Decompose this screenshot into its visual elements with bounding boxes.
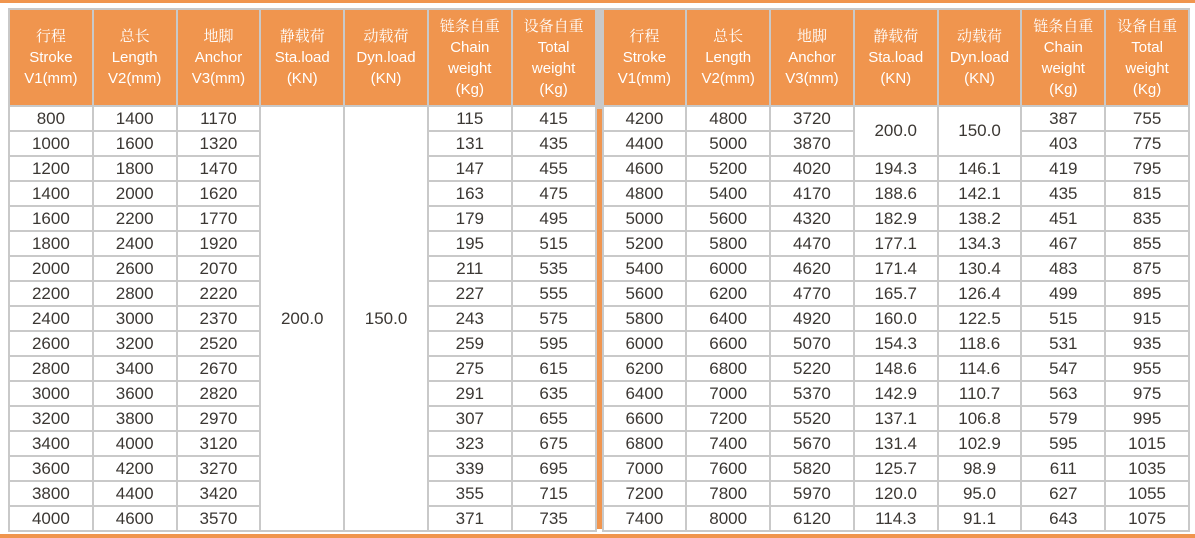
- table-cell: 1000: [9, 131, 93, 156]
- table-wrap: [8, 8, 1190, 529]
- table-cell: 5370: [770, 381, 854, 406]
- table-cell: 195: [428, 231, 512, 256]
- table-cell: 3570: [177, 506, 261, 531]
- table-cell: 227: [428, 281, 512, 306]
- table-cell: 975: [1105, 381, 1189, 406]
- table-row: [603, 206, 1190, 231]
- table-cell: 4920: [770, 306, 854, 331]
- column-header-line: Stroke: [29, 49, 73, 66]
- table-cell: 935: [1105, 331, 1189, 356]
- table-cell: 188.6: [854, 181, 938, 206]
- table-cell: 499: [1021, 281, 1105, 306]
- table-row: [603, 431, 1190, 456]
- table-cell: 5600: [603, 281, 687, 306]
- table-cell: 2600: [93, 256, 177, 281]
- table-cell: 131: [428, 131, 512, 156]
- table-cell: 3200: [9, 406, 93, 431]
- table-cell: 148.6: [854, 356, 938, 381]
- table-cell: 194.3: [854, 156, 938, 181]
- table-cell: 4020: [770, 156, 854, 181]
- table-cell: 595: [1021, 431, 1105, 456]
- table-cell: 6000: [603, 331, 687, 356]
- table-cell: 875: [1105, 256, 1189, 281]
- table-cell: 2370: [177, 306, 261, 331]
- table-cell: 6000: [686, 256, 770, 281]
- table-cell: 355: [428, 481, 512, 506]
- table-cell: 611: [1021, 456, 1105, 481]
- table-row: [603, 381, 1190, 406]
- column-header-line: V2(mm): [701, 70, 755, 87]
- table-cell: 1600: [93, 131, 177, 156]
- table-cell: 515: [1021, 306, 1105, 331]
- column-header-line: (Kg): [1132, 80, 1162, 98]
- column-header-line: 地脚: [796, 28, 827, 45]
- table-cell: 419: [1021, 156, 1105, 181]
- table-cell: 483: [1021, 256, 1105, 281]
- table-cell: 5000: [603, 206, 687, 231]
- table-cell: 120.0: [854, 481, 938, 506]
- table-cell: 5070: [770, 331, 854, 356]
- table-cell: 1800: [93, 156, 177, 181]
- table-cell: 2820: [177, 381, 261, 406]
- table-cell: 955: [1105, 356, 1189, 381]
- table-cell: 2970: [177, 406, 261, 431]
- table-cell: 243: [428, 306, 512, 331]
- table-cell: 435: [1021, 181, 1105, 206]
- merged-table-cell: 150.0: [344, 106, 428, 531]
- column-header-line: Anchor: [194, 49, 243, 66]
- table-cell: 915: [1105, 306, 1189, 331]
- table-row: [603, 356, 1190, 381]
- table-cell: 715: [512, 481, 596, 506]
- column-header-line: Dyn.load: [949, 49, 1010, 66]
- table-cell: 815: [1105, 181, 1189, 206]
- table-cell: 4400: [603, 131, 687, 156]
- table-cell: 134.3: [938, 231, 1022, 256]
- column-header-line: (Kg): [539, 80, 568, 98]
- table-cell: 795: [1105, 156, 1189, 181]
- table-cell: 615: [512, 356, 596, 381]
- table-cell: 2800: [9, 356, 93, 381]
- table-cell: 4770: [770, 281, 854, 306]
- table-cell: 555: [512, 281, 596, 306]
- column-header: [938, 9, 1022, 106]
- table-cell: 4200: [603, 106, 687, 131]
- table-cell: 995: [1105, 406, 1189, 431]
- table-cell: 579: [1021, 406, 1105, 431]
- table-cell: 3870: [770, 131, 854, 156]
- column-header-line: Dyn.load: [356, 49, 416, 66]
- table-cell: 531: [1021, 331, 1105, 356]
- table-cell: 515: [512, 231, 596, 256]
- column-header-line: Chain: [450, 38, 490, 56]
- table-row: [603, 506, 1190, 531]
- table-cell: 627: [1021, 481, 1105, 506]
- column-header-line: 链条自重: [439, 17, 500, 35]
- table-cell: 2200: [93, 206, 177, 231]
- table-cell: 211: [428, 256, 512, 281]
- table-cell: 115: [428, 106, 512, 131]
- table-cell: 4000: [93, 431, 177, 456]
- top-border-line: [0, 0, 1195, 3]
- table-cell: 1620: [177, 181, 261, 206]
- table-cell: 4600: [603, 156, 687, 181]
- table-cell: 5970: [770, 481, 854, 506]
- table-cell: 1170: [177, 106, 261, 131]
- table-cell: 91.1: [938, 506, 1022, 531]
- column-header-line: (KN): [964, 70, 995, 87]
- table-cell: 655: [512, 406, 596, 431]
- table-cell: 7600: [686, 456, 770, 481]
- table-cell: 775: [1105, 131, 1189, 156]
- table-cell: 4170: [770, 181, 854, 206]
- table-cell: 137.1: [854, 406, 938, 431]
- table-cell: 835: [1105, 206, 1189, 231]
- table-cell: 171.4: [854, 256, 938, 281]
- column-header-line: Sta.load: [868, 49, 924, 66]
- table-cell: 3400: [93, 356, 177, 381]
- table-cell: 130.4: [938, 256, 1022, 281]
- table-cell: 4470: [770, 231, 854, 256]
- table-cell: 1400: [93, 106, 177, 131]
- table-cell: 2520: [177, 331, 261, 356]
- column-header: [1105, 9, 1189, 106]
- column-header-line: Chain: [1043, 38, 1083, 56]
- table-cell: 8000: [686, 506, 770, 531]
- table-cell: 1200: [9, 156, 93, 181]
- column-header-line: Anchor: [788, 49, 836, 66]
- merged-table-cell: 150.0: [938, 106, 1022, 156]
- column-header: [177, 9, 261, 106]
- table-cell: 5400: [686, 181, 770, 206]
- table-cell: 2070: [177, 256, 261, 281]
- table-cell: 387: [1021, 106, 1105, 131]
- column-header-line: Sta.load: [274, 49, 330, 66]
- table-cell: 131.4: [854, 431, 938, 456]
- table-cell: 6120: [770, 506, 854, 531]
- table-cell: 5400: [603, 256, 687, 281]
- table-cell: 5000: [686, 131, 770, 156]
- table-cell: 467: [1021, 231, 1105, 256]
- table-cell: 635: [512, 381, 596, 406]
- table-cell: 6800: [603, 431, 687, 456]
- table-cell: 2220: [177, 281, 261, 306]
- table-row: [9, 106, 596, 131]
- table-cell: 7200: [686, 406, 770, 431]
- table-cell: 7800: [686, 481, 770, 506]
- spec-table-left: [8, 8, 597, 532]
- table-cell: 5670: [770, 431, 854, 456]
- table-cell: 5600: [686, 206, 770, 231]
- table-cell: 4320: [770, 206, 854, 231]
- table-cell: 595: [512, 331, 596, 356]
- column-header-line: (Kg): [455, 80, 484, 98]
- table-cell: 259: [428, 331, 512, 356]
- table-cell: 5820: [770, 456, 854, 481]
- table-cell: 547: [1021, 356, 1105, 381]
- table-cell: 3000: [9, 381, 93, 406]
- table-cell: 98.9: [938, 456, 1022, 481]
- spec-table-right: [602, 8, 1191, 532]
- table-cell: 5800: [603, 306, 687, 331]
- table-cell: 3400: [9, 431, 93, 456]
- table-cell: 1015: [1105, 431, 1189, 456]
- table-cell: 563: [1021, 381, 1105, 406]
- column-header-line: 总长: [119, 28, 150, 45]
- table-cell: 371: [428, 506, 512, 531]
- table-cell: 3420: [177, 481, 261, 506]
- table-cell: 575: [512, 306, 596, 331]
- column-header: [344, 9, 428, 106]
- table-cell: 3200: [93, 331, 177, 356]
- table-cell: 125.7: [854, 456, 938, 481]
- column-header-line: 静载荷: [873, 28, 919, 45]
- table-cell: 1400: [9, 181, 93, 206]
- table-cell: 675: [512, 431, 596, 456]
- table-cell: 5200: [686, 156, 770, 181]
- column-header-line: (KN): [370, 70, 402, 87]
- table-cell: 7000: [686, 381, 770, 406]
- column-header-line: weight: [448, 59, 492, 77]
- column-header-line: Total: [1131, 38, 1163, 56]
- table-cell: 6600: [603, 406, 687, 431]
- table-row: [603, 231, 1190, 256]
- table-cell: 2670: [177, 356, 261, 381]
- column-header-line: 设备自重: [1117, 17, 1178, 35]
- table-cell: 114.6: [938, 356, 1022, 381]
- table-cell: 6600: [686, 331, 770, 356]
- table-row: [603, 406, 1190, 431]
- table-cell: 307: [428, 406, 512, 431]
- column-header-line: weight: [1125, 59, 1169, 77]
- column-header: [93, 9, 177, 106]
- column-header: [512, 9, 596, 106]
- table-cell: 5520: [770, 406, 854, 431]
- table-cell: 2800: [93, 281, 177, 306]
- table-cell: 154.3: [854, 331, 938, 356]
- table-cell: 182.9: [854, 206, 938, 231]
- column-header-line: V1(mm): [617, 70, 672, 87]
- table-row: [603, 156, 1190, 181]
- table-cell: 5200: [603, 231, 687, 256]
- table-cell: 855: [1105, 231, 1189, 256]
- column-header-line: V3(mm): [785, 70, 839, 87]
- table-cell: 2200: [9, 281, 93, 306]
- column-header: [770, 9, 854, 106]
- table-cell: 126.4: [938, 281, 1022, 306]
- column-header-line: 行程: [35, 28, 66, 45]
- table-cell: 114.3: [854, 506, 938, 531]
- table-cell: 291: [428, 381, 512, 406]
- table-row: [603, 481, 1190, 506]
- column-header-line: Total: [537, 38, 570, 56]
- table-cell: 3600: [93, 381, 177, 406]
- table-cell: 495: [512, 206, 596, 231]
- bottom-border-line: [0, 534, 1195, 538]
- table-cell: 755: [1105, 106, 1189, 131]
- table-cell: 2000: [93, 181, 177, 206]
- table-cell: 2600: [9, 331, 93, 356]
- table-cell: 275: [428, 356, 512, 381]
- table-cell: 3800: [93, 406, 177, 431]
- column-header-line: (KN): [286, 70, 318, 87]
- column-header-line: 总长: [713, 28, 744, 45]
- table-cell: 435: [512, 131, 596, 156]
- column-header-line: 链条自重: [1033, 17, 1094, 35]
- column-header: [260, 9, 344, 106]
- table-cell: 5800: [686, 231, 770, 256]
- table-cell: 1035: [1105, 456, 1189, 481]
- table-cell: 4400: [93, 481, 177, 506]
- table-cell: 4000: [9, 506, 93, 531]
- table-cell: 7000: [603, 456, 687, 481]
- column-header-line: V1(mm): [24, 70, 78, 87]
- table-cell: 403: [1021, 131, 1105, 156]
- table-cell: 163: [428, 181, 512, 206]
- table-cell: 1920: [177, 231, 261, 256]
- column-header-line: (Kg): [1049, 80, 1078, 98]
- table-cell: 138.2: [938, 206, 1022, 231]
- column-header-line: Length: [111, 49, 158, 66]
- table-cell: 3600: [9, 456, 93, 481]
- table-cell: 1770: [177, 206, 261, 231]
- table-row: [603, 456, 1190, 481]
- column-header: [854, 9, 938, 106]
- column-header-line: Stroke: [622, 49, 667, 66]
- table-cell: 6400: [603, 381, 687, 406]
- table-cell: 643: [1021, 506, 1105, 531]
- column-header: [603, 9, 687, 106]
- column-header-line: 行程: [629, 28, 660, 45]
- table-row: [603, 106, 1190, 131]
- table-cell: 3000: [93, 306, 177, 331]
- column-header: [1021, 9, 1105, 106]
- table-cell: 102.9: [938, 431, 1022, 456]
- table-cell: 2400: [93, 231, 177, 256]
- table-cell: 146.1: [938, 156, 1022, 181]
- table-cell: 895: [1105, 281, 1189, 306]
- table-row: [603, 181, 1190, 206]
- header-row: [9, 9, 596, 106]
- table-row: [603, 306, 1190, 331]
- table-cell: 179: [428, 206, 512, 231]
- table-cell: 1470: [177, 156, 261, 181]
- table-row: [603, 281, 1190, 306]
- table-cell: 1075: [1105, 506, 1189, 531]
- table-cell: 6800: [686, 356, 770, 381]
- column-header-line: 动载荷: [363, 28, 409, 45]
- column-header-line: Length: [705, 49, 752, 66]
- table-cell: 122.5: [938, 306, 1022, 331]
- merged-table-cell: 200.0: [854, 106, 938, 156]
- table-cell: 1055: [1105, 481, 1189, 506]
- table-cell: 535: [512, 256, 596, 281]
- table-cell: 1800: [9, 231, 93, 256]
- column-header-line: 静载荷: [279, 28, 325, 45]
- table-cell: 106.8: [938, 406, 1022, 431]
- table-cell: 4620: [770, 256, 854, 281]
- table-row: [603, 256, 1190, 281]
- column-header-line: weight: [531, 59, 576, 77]
- column-header-line: V2(mm): [108, 70, 162, 87]
- table-cell: 3270: [177, 456, 261, 481]
- column-header: [9, 9, 93, 106]
- table-cell: 1600: [9, 206, 93, 231]
- column-header-line: weight: [1041, 59, 1085, 77]
- table-cell: 323: [428, 431, 512, 456]
- table-cell: 6200: [686, 281, 770, 306]
- table-cell: 118.6: [938, 331, 1022, 356]
- table-cell: 735: [512, 506, 596, 531]
- table-cell: 95.0: [938, 481, 1022, 506]
- table-cell: 800: [9, 106, 93, 131]
- column-header-line: (KN): [880, 70, 912, 87]
- column-header-line: V3(mm): [191, 70, 246, 87]
- table-cell: 3800: [9, 481, 93, 506]
- table-cell: 339: [428, 456, 512, 481]
- table-cell: 695: [512, 456, 596, 481]
- column-header: [686, 9, 770, 106]
- table-cell: 165.7: [854, 281, 938, 306]
- table-cell: 4600: [93, 506, 177, 531]
- merged-table-cell: 200.0: [260, 106, 344, 531]
- column-header-line: 设备自重: [523, 17, 584, 35]
- table-cell: 5220: [770, 356, 854, 381]
- table-cell: 415: [512, 106, 596, 131]
- table-cell: 2400: [9, 306, 93, 331]
- table-cell: 147: [428, 156, 512, 181]
- column-header-line: 动载荷: [957, 28, 1003, 45]
- table-cell: 4200: [93, 456, 177, 481]
- table-cell: 7400: [686, 431, 770, 456]
- table-cell: 3720: [770, 106, 854, 131]
- table-cell: 4800: [686, 106, 770, 131]
- table-cell: 6400: [686, 306, 770, 331]
- table-cell: 110.7: [938, 381, 1022, 406]
- table-cell: 3120: [177, 431, 261, 456]
- table-cell: 2000: [9, 256, 93, 281]
- header-row: [603, 9, 1190, 106]
- column-header-line: 地脚: [203, 28, 234, 45]
- table-cell: 6200: [603, 356, 687, 381]
- table-cell: 4800: [603, 181, 687, 206]
- table-cell: 177.1: [854, 231, 938, 256]
- table-cell: 7400: [603, 506, 687, 531]
- table-cell: 455: [512, 156, 596, 181]
- table-cell: 1320: [177, 131, 261, 156]
- table-cell: 160.0: [854, 306, 938, 331]
- table-cell: 475: [512, 181, 596, 206]
- table-cell: 142.1: [938, 181, 1022, 206]
- column-header: [428, 9, 512, 106]
- table-cell: 142.9: [854, 381, 938, 406]
- table-cell: 451: [1021, 206, 1105, 231]
- table-row: [603, 331, 1190, 356]
- table-cell: 7200: [603, 481, 687, 506]
